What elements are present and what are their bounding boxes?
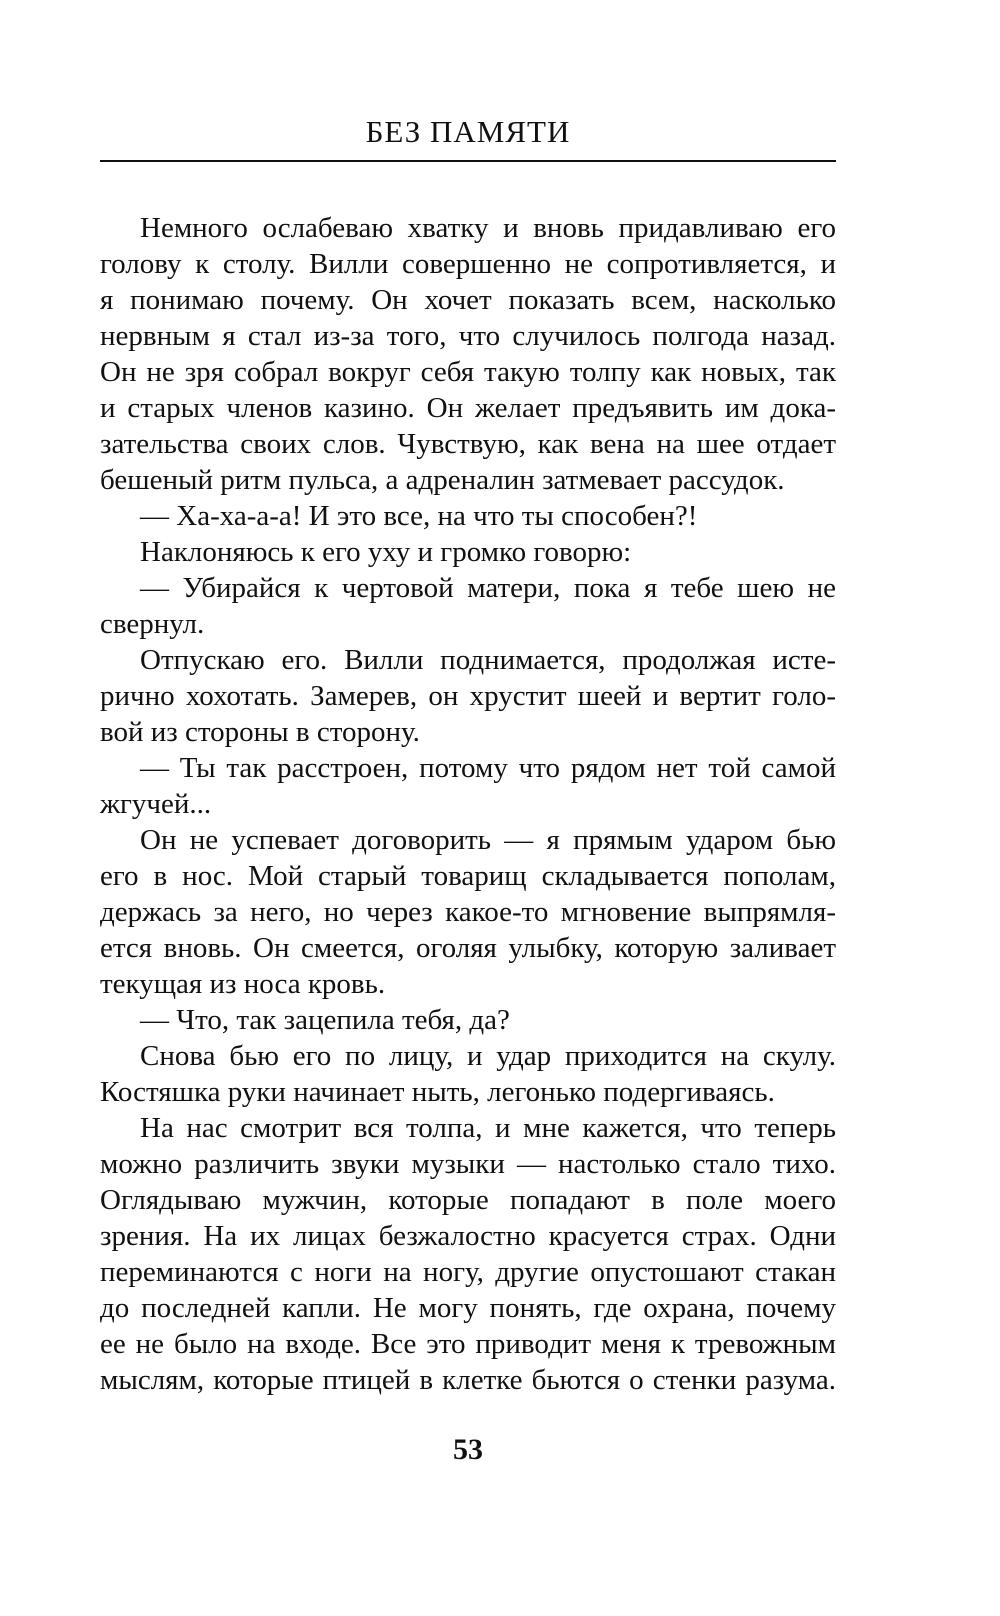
- text-line: Оглядываю мужчин, которые попадают в поле моего: [100, 1184, 836, 1216]
- text-line: и старых членов казино. Он желает предъявить им дока-: [100, 392, 836, 424]
- text-line: я понимаю почему. Он хочет показать всем, насколько: [100, 284, 836, 316]
- header-rule: [100, 160, 836, 162]
- text-line: Костяшка руки начинает ныть, легонько подергиваясь.: [100, 1076, 775, 1108]
- body-text: [100, 210, 836, 1398]
- text-line: голову к столу. Вилли совершенно не сопротивляется, и: [100, 248, 836, 280]
- text-line: Отпускаю его. Вилли поднимается, продолжая исте-: [140, 644, 836, 676]
- text-line: можно различить звуки музыки — настолько стало тихо.: [100, 1148, 836, 1180]
- running-head: БЕЗ ПАМЯТИ: [365, 114, 571, 149]
- text-line: — Ха-ха-а-а! И это все, на что ты способен?!: [140, 500, 698, 532]
- text-line: переминаются с ноги на ногу, другие опустошают стакан: [100, 1256, 836, 1288]
- text-line: Он не зря собрал вокруг себя такую толпу как новых, так: [100, 356, 836, 388]
- text-line: до последней капли. Не могу понять, где охрана, почему: [100, 1292, 836, 1324]
- page-number: 53: [453, 1433, 483, 1466]
- text-line: — Ты так расстроен, потому что рядом нет той самой: [140, 752, 836, 784]
- text-line: На нас смотрит вся толпа, и мне кажется, что теперь: [140, 1112, 836, 1144]
- text-line: жгучей...: [100, 788, 212, 820]
- text-line: мыслям, которые птицей в клетке бьются о стенки разума.: [100, 1364, 836, 1396]
- text-line: ее не было на входе. Все это приводит меня к тревожным: [100, 1328, 836, 1360]
- text-line: ется вновь. Он смеется, оголяя улыбку, которую заливает: [100, 932, 836, 964]
- text-line: текущая из носа кровь.: [100, 968, 386, 1000]
- text-line: зательства своих слов. Чувствую, как вена на шее отдает: [100, 428, 836, 460]
- text-line: держась за него, но через какое-то мгновение выпрямля-: [100, 896, 836, 928]
- text-line: Снова бью его по лицу, и удар приходится на скулу.: [140, 1040, 836, 1072]
- text-line: Немного ослабеваю хватку и вновь придавливаю его: [140, 212, 836, 244]
- text-line: — Что, так зацепила тебя, да?: [140, 1004, 510, 1036]
- text-line: рично хохотать. Замерев, он хрустит шеей и вертит голо-: [100, 680, 836, 712]
- text-line: вой из стороны в сторону.: [100, 716, 420, 748]
- text-line: его в нос. Мой старый товарищ складывается пополам,: [100, 860, 836, 892]
- text-line: Он не успевает договорить — я прямым ударом бью: [140, 824, 836, 856]
- text-line: нервным я стал из-за того, что случилось полгода назад.: [100, 320, 836, 352]
- text-line: свернул.: [100, 608, 205, 640]
- text-line: бешеный ритм пульса, а адреналин затмевает рассудок.: [100, 464, 785, 496]
- text-line: — Убирайся к чертовой матери, пока я тебе шею не: [140, 572, 836, 604]
- text-line: Наклоняюсь к его уху и громко говорю:: [140, 536, 632, 568]
- text-line: зрения. На их лицах безжалостно красуется страх. Одни: [100, 1220, 836, 1252]
